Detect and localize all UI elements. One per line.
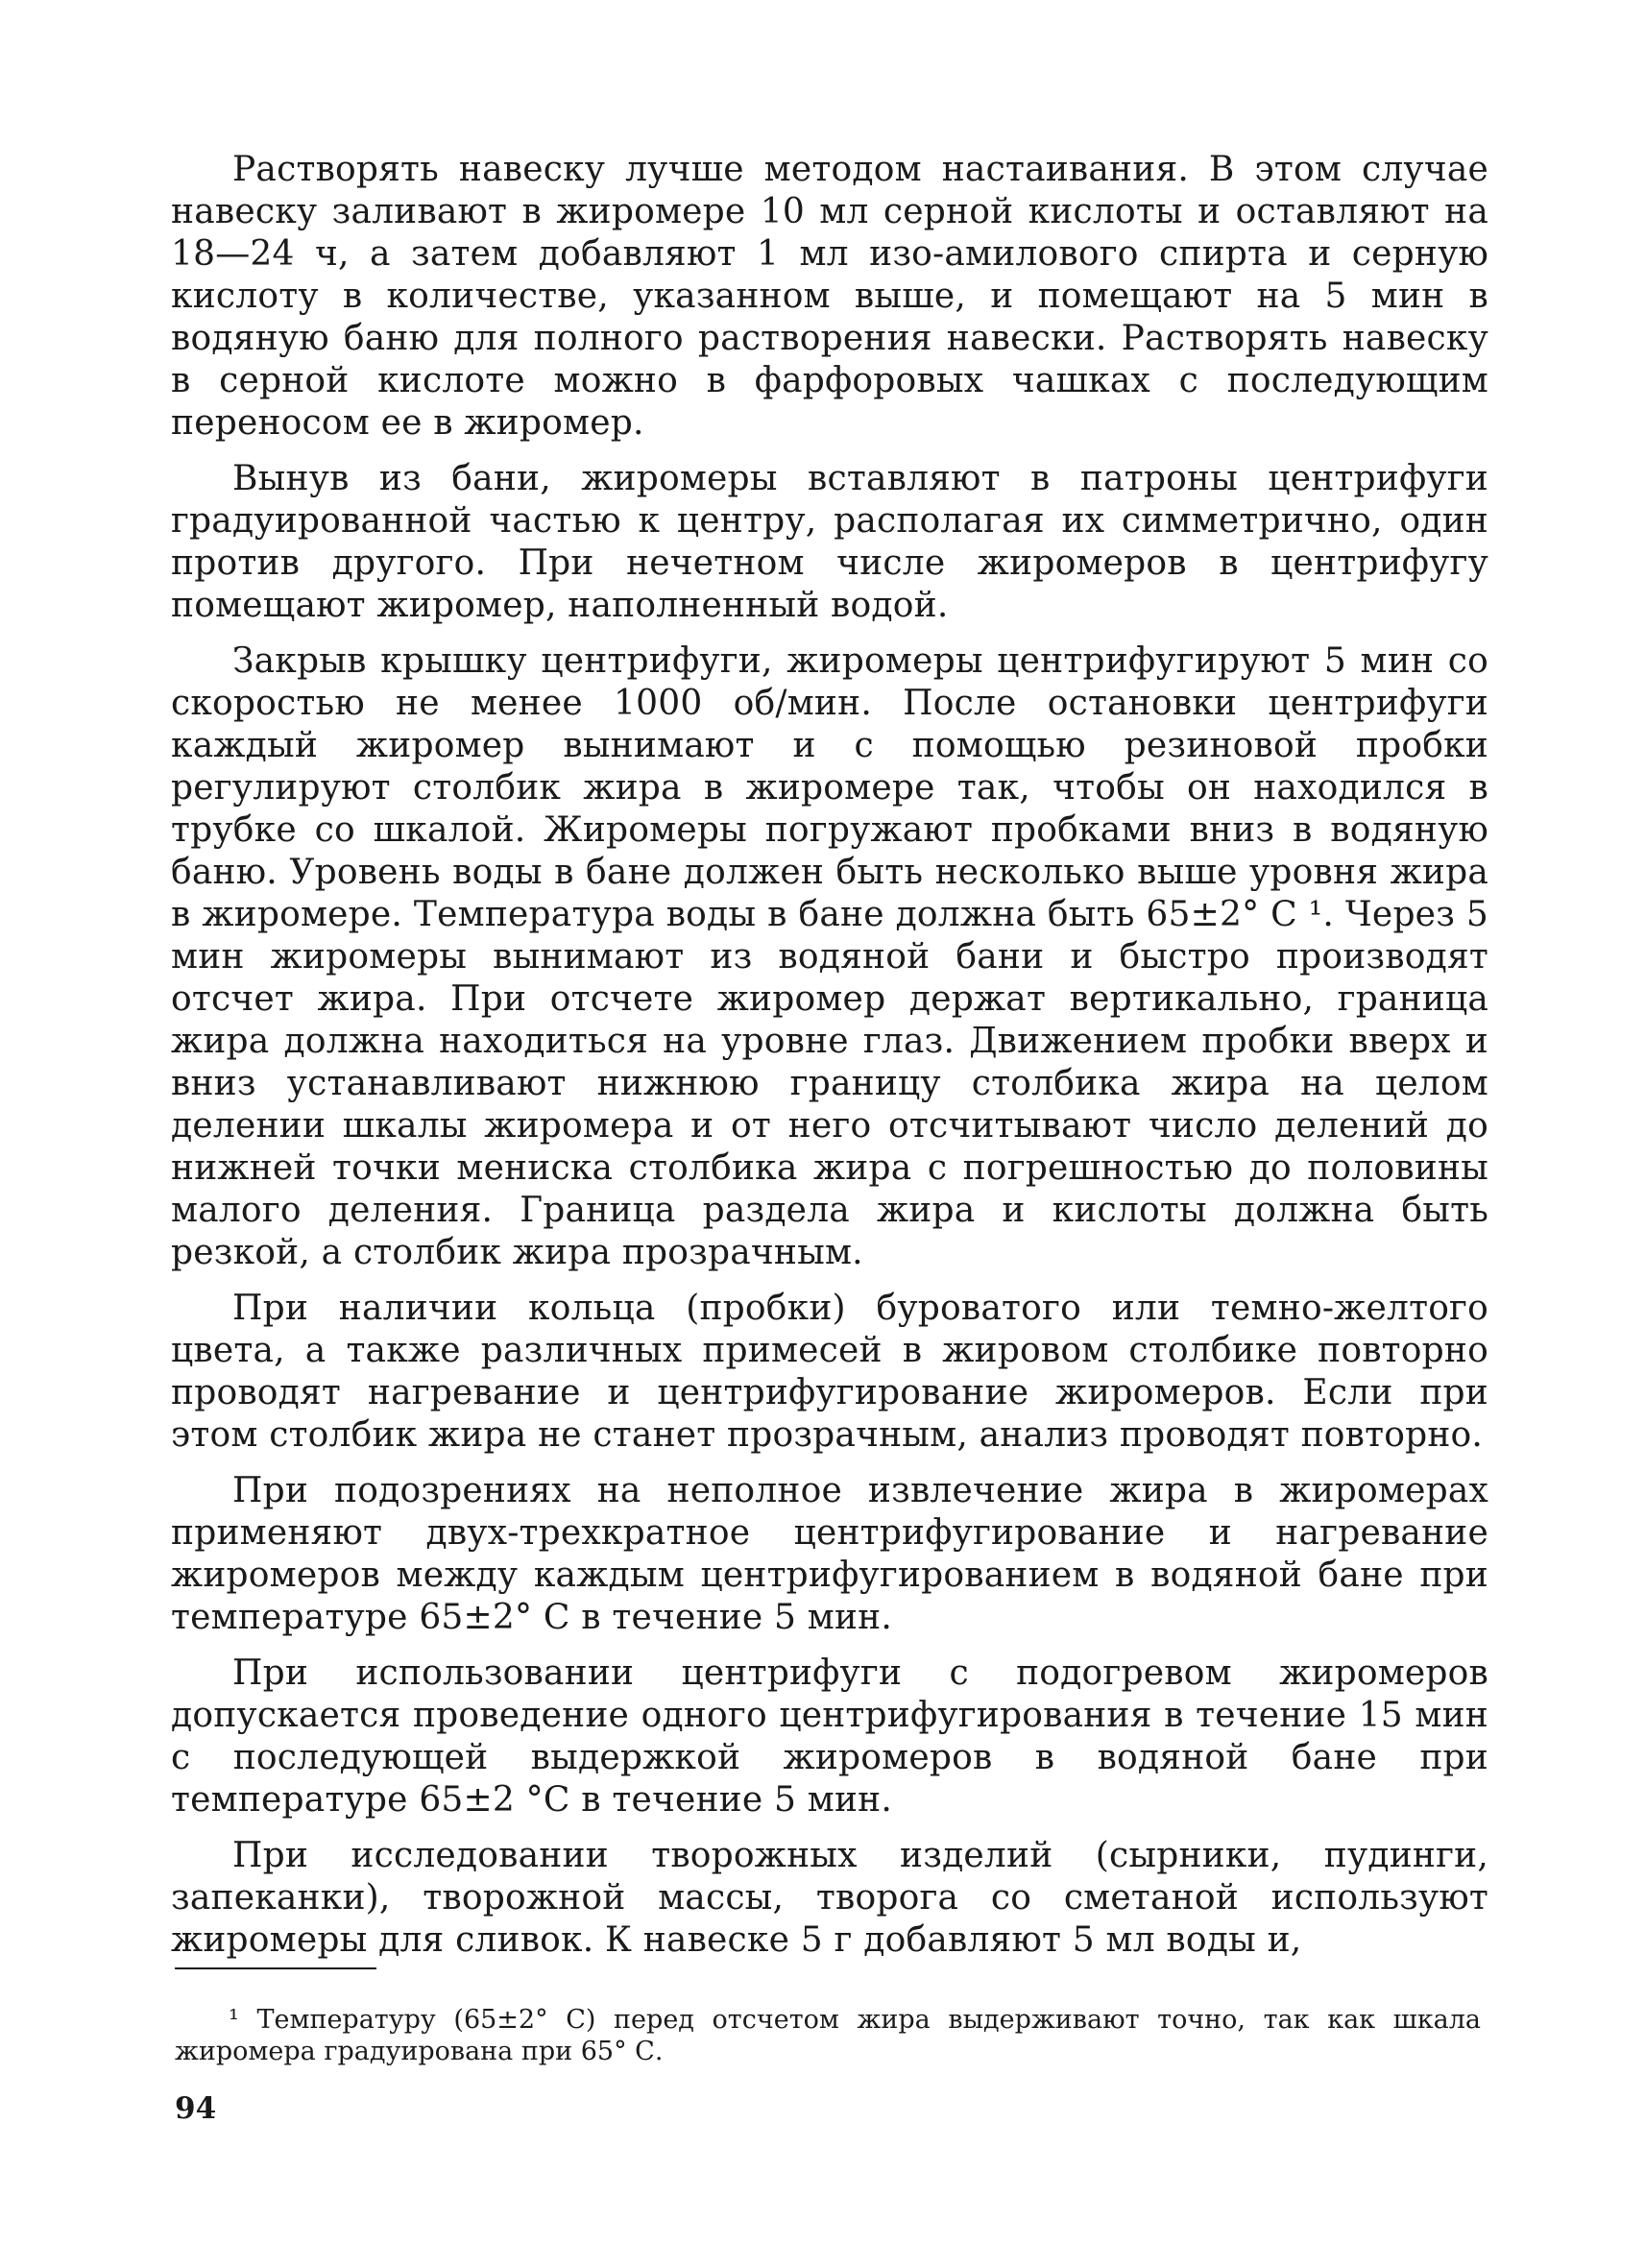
paragraph-4: При наличии кольца (пробки) буроватого или темно-желтого цвета, а также различных примесей в жировом столбике повторно проводят нагревание и центрифугирование жиромеров. Если при этом столбик жира не станет прозрачным, анализ проводят повторно. — [171, 1289, 1488, 1455]
page-number: 94 — [175, 2091, 217, 2126]
footnote-divider — [175, 1967, 376, 1969]
paragraph-7: При исследовании творожных изделий (сырники, пудинги, запеканки), творожной массы, творога со сметаной используют жиромеры для сливок. К навеске 5 г добавляют 5 мл воды и, — [171, 1836, 1488, 1960]
paragraph-3: Закрыв крышку центрифуги, жиромеры центрифугируют 5 мин со скоростью не менее 1000 об/мин. После остановки центрифуги каждый жиромер вынимают и с помощью резиновой пробки регулируют столбик жира в жиромере так, чтобы он находился в трубке со шкалой. Жиромеры погружают пробками вниз в водяную баню. Уровень воды в бане должен быть несколько выше уровня жира в жиромере. Температура воды в бане должна быть 65±2° С ¹. Через 5 мин жиромеры вынимают из водяной бани и быстро производят отсчет жира. При отсчете жиромер держат вертикально, граница жира должна находиться на уровне глаз. Движением пробки вверх и вниз устанавливают нижнюю границу столбика жира на целом делении шкалы жиромера и от него отсчитывают число делений до нижней точки мениска столбика жира с погрешностью до половины малого деления. Граница раздела жира и кислоты должна быть резкой, а столбик жира прозрачным. — [171, 641, 1488, 1272]
paragraph-6: При использовании центрифуги с подогревом жиромеров допускается проведение одного центрифугирования в течение 15 мин с последующей выдержкой жиромеров в водяной бане при температуре 65±2 °С в течение 5 мин. — [171, 1653, 1488, 1820]
paragraph-2: Вынув из бани, жиромеры вставляют в патроны центрифуги градуированной частью к центру, располагая их симметрично, один против другого. При нечетном числе жиромеров в центрифугу помещают жиромер, наполненный водой. — [171, 459, 1488, 625]
paragraph-1: Растворять навеску лучше методом настаивания. В этом случае навеску заливают в жиромере 10 мл серной кислоты и оставляют на 18—24 ч, а затем добавляют 1 мл изо-амилового спирта и серную кислоту в количестве, указанном выше, и помещают на 5 мин в водяную баню для полного растворения навески. Растворять навеску в серной кислоте можно в фарфоровых чашках с последующим переносом ее в жиромер. — [171, 150, 1488, 443]
paragraph-5: При подозрениях на неполное извлечение жира в жиромерах применяют двух-трехкратное центрифугирование и нагревание жиромеров между каждым центрифугированием в водяной бане при температуре 65±2° С в течение 5 мин. — [171, 1471, 1488, 1637]
footnote: ¹ Температуру (65±2° С) перед отсчетом жира выдерживают точно, так как шкала жиромера градуирована при 65° С. — [175, 2005, 1481, 2066]
main-text — [171, 149, 1488, 1975]
